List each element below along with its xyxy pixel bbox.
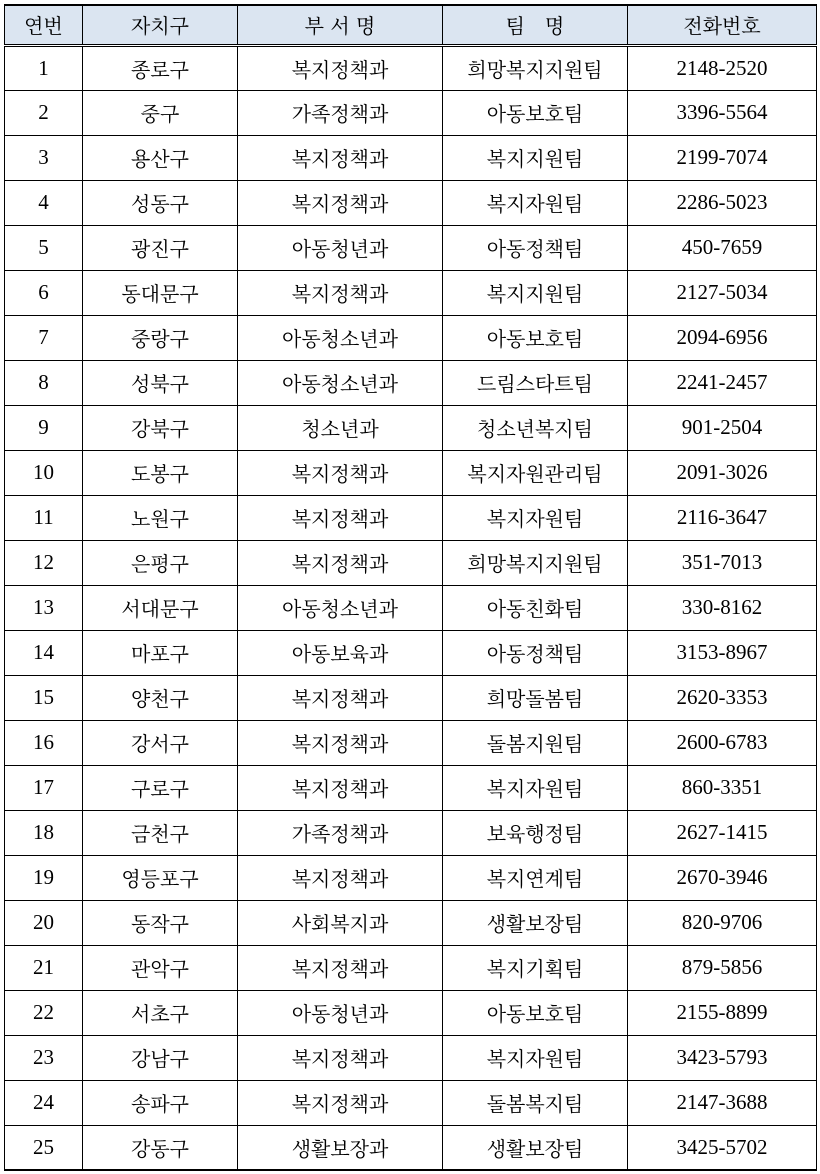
district-cell: 강북구 <box>83 405 238 450</box>
table-row <box>5 495 817 540</box>
department-cell: 복지정책과 <box>238 1035 443 1080</box>
phone-cell: 2620-3353 <box>628 675 817 720</box>
district-cell: 도봉구 <box>83 450 238 495</box>
team-cell: 복지자원팀 <box>443 765 628 810</box>
serial-number-cell: 11 <box>5 495 83 540</box>
team-cell: 희망돌봄팀 <box>443 675 628 720</box>
phone-cell: 2116-3647 <box>628 495 817 540</box>
team-cell: 복지자원팀 <box>443 180 628 225</box>
department-cell: 가족정책과 <box>238 90 443 135</box>
team-cell: 복지자원관리팀 <box>443 450 628 495</box>
district-cell: 성동구 <box>83 180 238 225</box>
district-cell: 마포구 <box>83 630 238 675</box>
team-cell: 보육행정팀 <box>443 810 628 855</box>
phone-cell: 2091-3026 <box>628 450 817 495</box>
team-cell: 돌봄복지팀 <box>443 1080 628 1125</box>
contact-table-container <box>4 4 816 1171</box>
district-cell: 관악구 <box>83 945 238 990</box>
table-row <box>5 270 817 315</box>
district-cell: 중구 <box>83 90 238 135</box>
team-cell: 아동보호팀 <box>443 315 628 360</box>
header-serial-number: 연번 <box>5 5 83 45</box>
phone-cell: 3425-5702 <box>628 1125 817 1170</box>
header-phone: 전화번호 <box>628 5 817 45</box>
table-row <box>5 360 817 405</box>
district-cell: 동작구 <box>83 900 238 945</box>
phone-cell: 901-2504 <box>628 405 817 450</box>
team-cell: 복지자원팀 <box>443 495 628 540</box>
serial-number-cell: 3 <box>5 135 83 180</box>
department-cell: 복지정책과 <box>238 855 443 900</box>
header-district: 자치구 <box>83 5 238 45</box>
phone-cell: 2627-1415 <box>628 810 817 855</box>
serial-number-cell: 10 <box>5 450 83 495</box>
serial-number-cell: 23 <box>5 1035 83 1080</box>
table-row <box>5 630 817 675</box>
department-cell: 복지정책과 <box>238 765 443 810</box>
phone-cell: 450-7659 <box>628 225 817 270</box>
district-cell: 영등포구 <box>83 855 238 900</box>
table-row <box>5 540 817 585</box>
phone-cell: 330-8162 <box>628 585 817 630</box>
table-row <box>5 1080 817 1125</box>
department-cell: 복지정책과 <box>238 720 443 765</box>
team-cell: 드림스타트팀 <box>443 360 628 405</box>
department-cell: 복지정책과 <box>238 675 443 720</box>
table-row <box>5 855 817 900</box>
department-cell: 아동청소년과 <box>238 315 443 360</box>
table-row <box>5 225 817 270</box>
serial-number-cell: 20 <box>5 900 83 945</box>
phone-cell: 351-7013 <box>628 540 817 585</box>
serial-number-cell: 21 <box>5 945 83 990</box>
team-cell: 청소년복지팀 <box>443 405 628 450</box>
district-cell: 중랑구 <box>83 315 238 360</box>
district-contact-table <box>4 4 817 1171</box>
serial-number-cell: 17 <box>5 765 83 810</box>
table-row <box>5 990 817 1035</box>
team-cell: 아동친화팀 <box>443 585 628 630</box>
department-cell: 복지정책과 <box>238 540 443 585</box>
department-cell: 아동청소년과 <box>238 585 443 630</box>
district-cell: 노원구 <box>83 495 238 540</box>
team-cell: 복지지원팀 <box>443 270 628 315</box>
department-cell: 복지정책과 <box>238 945 443 990</box>
table-row <box>5 675 817 720</box>
header-team: 팀 명 <box>443 5 628 45</box>
serial-number-cell: 2 <box>5 90 83 135</box>
phone-cell: 2600-6783 <box>628 720 817 765</box>
serial-number-cell: 14 <box>5 630 83 675</box>
department-cell: 복지정책과 <box>238 45 443 90</box>
department-cell: 아동청년과 <box>238 225 443 270</box>
department-cell: 생활보장과 <box>238 1125 443 1170</box>
team-cell: 희망복지지원팀 <box>443 45 628 90</box>
serial-number-cell: 1 <box>5 45 83 90</box>
serial-number-cell: 5 <box>5 225 83 270</box>
serial-number-cell: 25 <box>5 1125 83 1170</box>
table-row <box>5 90 817 135</box>
department-cell: 아동청소년과 <box>238 360 443 405</box>
team-cell: 희망복지지원팀 <box>443 540 628 585</box>
district-cell: 강동구 <box>83 1125 238 1170</box>
department-cell: 아동청년과 <box>238 990 443 1035</box>
team-cell: 복지기획팀 <box>443 945 628 990</box>
department-cell: 청소년과 <box>238 405 443 450</box>
serial-number-cell: 22 <box>5 990 83 1035</box>
team-cell: 아동보호팀 <box>443 990 628 1035</box>
serial-number-cell: 16 <box>5 720 83 765</box>
department-cell: 복지정책과 <box>238 450 443 495</box>
district-cell: 송파구 <box>83 1080 238 1125</box>
phone-cell: 2148-2520 <box>628 45 817 90</box>
phone-cell: 2241-2457 <box>628 360 817 405</box>
team-cell: 생활보장팀 <box>443 900 628 945</box>
serial-number-cell: 18 <box>5 810 83 855</box>
serial-number-cell: 12 <box>5 540 83 585</box>
department-cell: 복지정책과 <box>238 180 443 225</box>
team-cell: 아동보호팀 <box>443 90 628 135</box>
serial-number-cell: 8 <box>5 360 83 405</box>
serial-number-cell: 9 <box>5 405 83 450</box>
team-cell: 아동정책팀 <box>443 630 628 675</box>
phone-cell: 2155-8899 <box>628 990 817 1035</box>
department-cell: 복지정책과 <box>238 270 443 315</box>
team-cell: 복지지원팀 <box>443 135 628 180</box>
phone-cell: 2286-5023 <box>628 180 817 225</box>
phone-cell: 2127-5034 <box>628 270 817 315</box>
district-cell: 서대문구 <box>83 585 238 630</box>
district-cell: 강서구 <box>83 720 238 765</box>
table-row <box>5 315 817 360</box>
serial-number-cell: 19 <box>5 855 83 900</box>
phone-cell: 2147-3688 <box>628 1080 817 1125</box>
table-row <box>5 585 817 630</box>
department-cell: 복지정책과 <box>238 495 443 540</box>
district-cell: 서초구 <box>83 990 238 1035</box>
department-cell: 아동보육과 <box>238 630 443 675</box>
serial-number-cell: 4 <box>5 180 83 225</box>
department-cell: 복지정책과 <box>238 135 443 180</box>
phone-cell: 3396-5564 <box>628 90 817 135</box>
table-row <box>5 765 817 810</box>
team-cell: 복지자원팀 <box>443 1035 628 1080</box>
serial-number-cell: 6 <box>5 270 83 315</box>
table-row <box>5 450 817 495</box>
phone-cell: 860-3351 <box>628 765 817 810</box>
department-cell: 복지정책과 <box>238 1080 443 1125</box>
serial-number-cell: 15 <box>5 675 83 720</box>
phone-cell: 879-5856 <box>628 945 817 990</box>
table-row <box>5 405 817 450</box>
table-header-row <box>5 5 817 45</box>
team-cell: 돌봄지원팀 <box>443 720 628 765</box>
table-row <box>5 810 817 855</box>
table-row <box>5 1035 817 1080</box>
table-row <box>5 45 817 90</box>
phone-cell: 820-9706 <box>628 900 817 945</box>
district-cell: 동대문구 <box>83 270 238 315</box>
phone-cell: 2670-3946 <box>628 855 817 900</box>
team-cell: 아동정책팀 <box>443 225 628 270</box>
district-cell: 용산구 <box>83 135 238 180</box>
team-cell: 생활보장팀 <box>443 1125 628 1170</box>
table-row <box>5 720 817 765</box>
table-body <box>5 45 817 1170</box>
serial-number-cell: 7 <box>5 315 83 360</box>
department-cell: 가족정책과 <box>238 810 443 855</box>
phone-cell: 3153-8967 <box>628 630 817 675</box>
phone-cell: 2199-7074 <box>628 135 817 180</box>
table-row <box>5 945 817 990</box>
table-row <box>5 135 817 180</box>
table-row <box>5 180 817 225</box>
district-cell: 구로구 <box>83 765 238 810</box>
header-department: 부 서 명 <box>238 5 443 45</box>
phone-cell: 2094-6956 <box>628 315 817 360</box>
district-cell: 은평구 <box>83 540 238 585</box>
phone-cell: 3423-5793 <box>628 1035 817 1080</box>
serial-number-cell: 24 <box>5 1080 83 1125</box>
table-row <box>5 1125 817 1170</box>
district-cell: 광진구 <box>83 225 238 270</box>
department-cell: 사회복지과 <box>238 900 443 945</box>
team-cell: 복지연계팀 <box>443 855 628 900</box>
district-cell: 양천구 <box>83 675 238 720</box>
district-cell: 강남구 <box>83 1035 238 1080</box>
serial-number-cell: 13 <box>5 585 83 630</box>
table-row <box>5 900 817 945</box>
district-cell: 금천구 <box>83 810 238 855</box>
district-cell: 성북구 <box>83 360 238 405</box>
district-cell: 종로구 <box>83 45 238 90</box>
